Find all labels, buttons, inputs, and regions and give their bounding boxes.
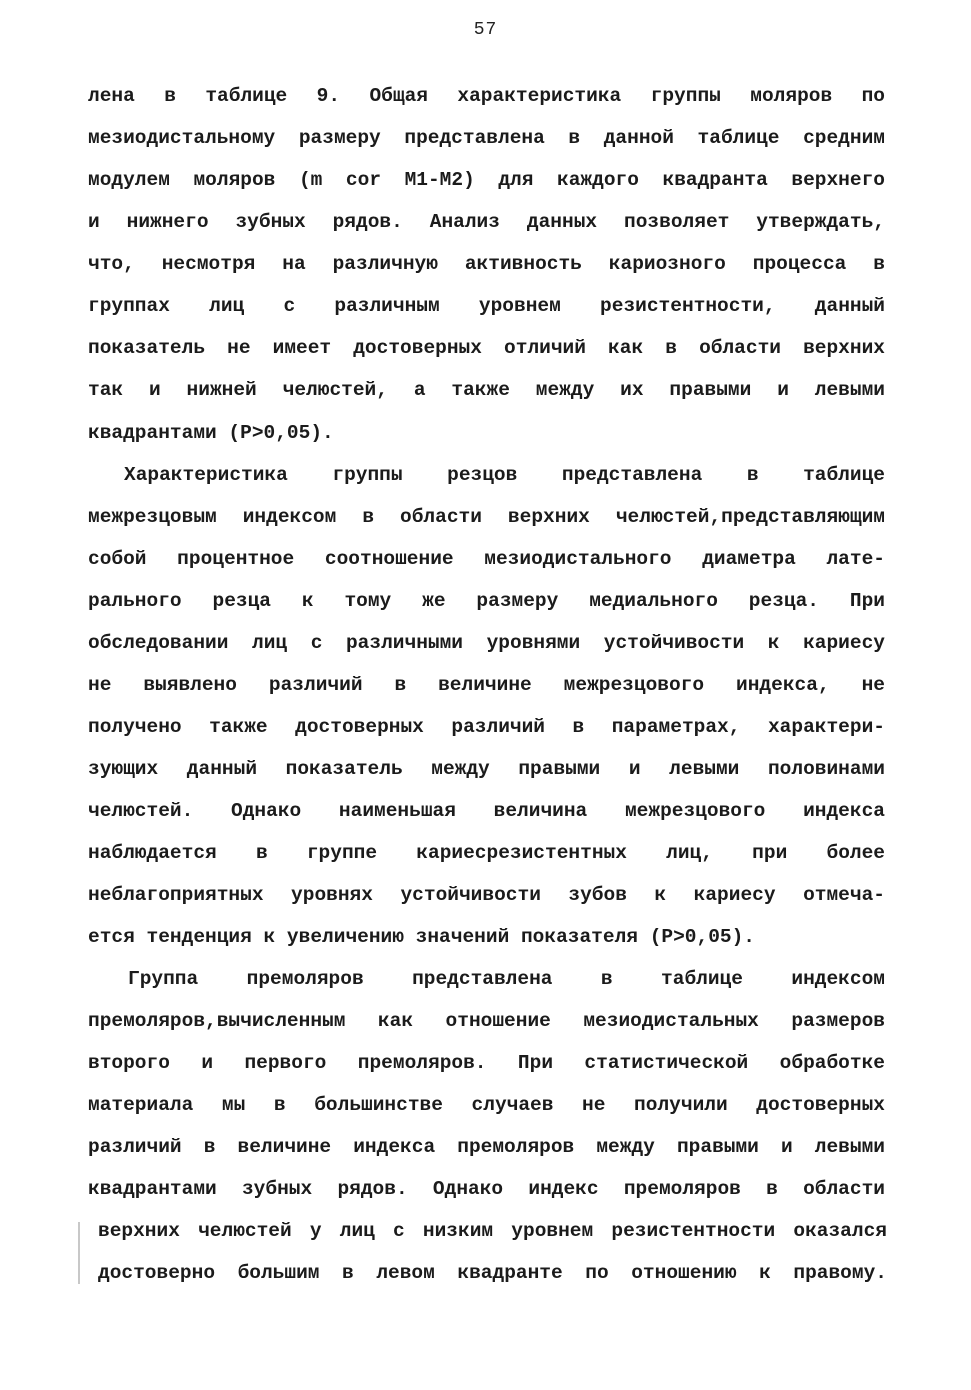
text-line: не выявлено различий в величине межрезцового индекса, не (88, 674, 885, 696)
text-line: второго и первого премоляров. При статистической обработке (88, 1052, 885, 1074)
text-line: зующих данный показатель между правыми и левыми половинами (88, 758, 885, 780)
text-line: ется тенденция к увеличению значений показателя (P>0,05). (88, 926, 756, 948)
text-line: достоверно большим в левом квадранте по отношению к правому. (98, 1262, 887, 1284)
text-line: материала мы в большинстве случаев не получили достоверных (88, 1094, 885, 1116)
text-line: собой процентное соотношение мезиодистального диаметра лате- (88, 548, 885, 570)
text-line: показатель не имеет достоверных отличий как в области верхних (88, 337, 885, 359)
text-line: так и нижней челюстей, а также между их правыми и левыми (88, 379, 885, 401)
text-line: и нижнего зубных рядов. Анализ данных позволяет утверждать, (88, 211, 885, 233)
text-line: межрезцовым индексом в области верхних челюстей,представляющим (88, 506, 885, 528)
text-line: лена в таблице 9. Общая характеристика группы моляров по (88, 85, 885, 107)
text-line: челюстей. Однако наименьшая величина межрезцового индекса (88, 800, 885, 822)
text-line: неблагоприятных уровнях устойчивости зубов к кариесу отмеча- (88, 884, 885, 906)
text-line: различий в величине индекса премоляров между правыми и левыми (88, 1136, 885, 1158)
text-line: наблюдается в группе кариесрезистентных лиц, при более (88, 842, 885, 864)
text-line: квадрантами зубных рядов. Однако индекс премоляров в области (88, 1178, 885, 1200)
paragraph-first-line: Характеристика группы резцов представлена в таблице (124, 464, 885, 486)
text-line: получено также достоверных различий в параметрах, характери- (88, 716, 885, 738)
text-line: что, несмотря на различную активность кариозного процесса в (88, 253, 885, 275)
scan-margin-mark (78, 1222, 80, 1284)
text-line: модулем моляров (m cor M1-M2) для каждого квадранта верхнего (88, 169, 885, 191)
text-line: группах лиц с различным уровнем резистентности, данный (88, 295, 885, 317)
text-line: премоляров,вычисленным как отношение мезиодистальных размеров (88, 1010, 885, 1032)
text-line: верхних челюстей у лиц с низким уровнем резистентности оказался (98, 1220, 887, 1242)
text-line: квадрантами (P>0,05). (88, 422, 334, 444)
paragraph-first-line: Группа премоляров представлена в таблице индексом (128, 968, 885, 990)
text-line: рального резца к тому же размеру медиального резца. При (88, 590, 885, 612)
page-number: 57 (473, 20, 498, 40)
text-line: мезиодистальному размеру представлена в данной таблице средним (88, 127, 885, 149)
text-line: обследовании лиц с различными уровнями устойчивости к кариесу (88, 632, 885, 654)
